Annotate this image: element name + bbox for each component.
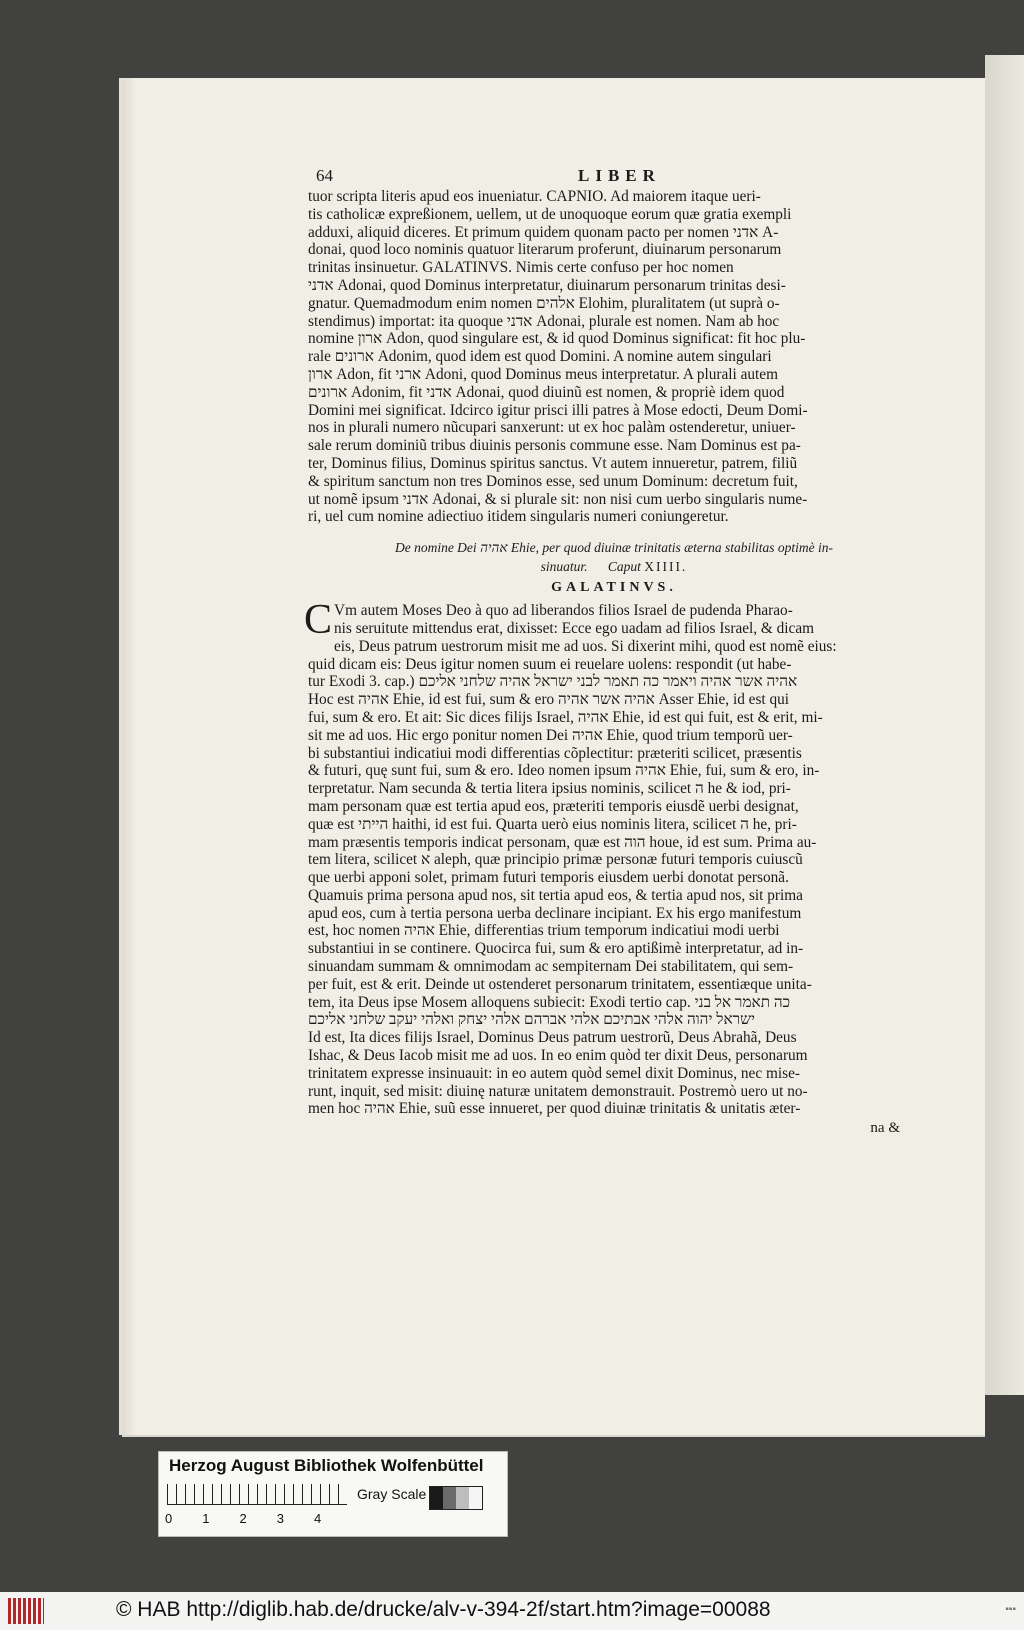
text-line: mam personam quæ est tertia apud eos, præteriti temporis eiusdẽ uerbi designat, bbox=[308, 797, 799, 815]
text-line: ut nomẽ ipsum אדני Adonai, & si plurale sit: non nisi cum uerbo singularis nume- bbox=[308, 490, 808, 508]
text-line: apud eos, cum à tertia persona uerba declinare incipiant. Ex his ergo manifestum bbox=[308, 904, 802, 922]
text-line: ארון Adon, fit ארני Adoni, quod Dominus meus interpretatur. A plurali autem bbox=[308, 365, 778, 383]
library-scale-card bbox=[158, 1451, 508, 1537]
text-line: substantiui in se continere. Quocirca fui, sum & ero aptißimè interpretatur, ad in- bbox=[308, 940, 804, 958]
ruler-number: 1 bbox=[202, 1511, 210, 1526]
text-line: sale rerum dominiũ tribus diuinis personis commune esse. Nam Dominus est pa- bbox=[308, 437, 801, 455]
text-line: nomine ארון Adon, quod singulare est, & id quod Dominus significat: fit hoc plu- bbox=[308, 330, 806, 348]
text-line: donai, quod loco nominis quatuor literarum proferunt, diuinarum personarum bbox=[308, 241, 782, 259]
running-title: LIBER bbox=[578, 166, 661, 185]
text-line: trinitatem expresse insinuauit: in eo autem quòd semel dixit Dominus, nec mise- bbox=[308, 1064, 800, 1082]
library-name: Herzog August Bibliothek Wolfenbüttel bbox=[169, 1456, 484, 1475]
ruler-number: 2 bbox=[239, 1511, 247, 1526]
text-line: Hoc est אהיה Ehie, id est fui, sum & ero אהיה אשר אהיה Asser Ehie, id est qui bbox=[308, 691, 790, 709]
footer-mark: ▪▪▪ bbox=[1005, 1604, 1016, 1615]
text-line: stendimus) importat: ita quoque אדני Adonai, plurale est nomen. Nam ab hoc bbox=[308, 312, 780, 330]
text-line: sit me ad uos. Hic ergo ponitur nomen Dei אהיה Ehie, quod trium temporũ uer- bbox=[308, 726, 793, 744]
text-line: tuor scripta literis apud eos inueniatur. CAPNIO. Ad maiorem itaque ueri- bbox=[308, 188, 761, 205]
speaker-name: GALATINVS. bbox=[551, 580, 677, 596]
text-line: runt, inquit, sed misit: diuinę naturæ unitatem demonstrauit. Postremò uero ut no- bbox=[308, 1082, 808, 1100]
ruler-number: 0 bbox=[165, 1511, 173, 1526]
chapter-heading-end: sinuatur. bbox=[540, 559, 588, 575]
caput-label: Caput bbox=[607, 559, 641, 575]
next-page-edge bbox=[985, 55, 1024, 1395]
text-line: que uerbi apponi solet, primam futuri temporis eiusdem uerbi donotat personã. bbox=[308, 869, 789, 887]
text-line: nos in plurali numero nũcupari sanxerunt: ut ex hoc palàm ostenderetur, uniuer- bbox=[308, 419, 796, 437]
text-line: & futuri, quę sunt fui, sum & ero. Ideo nomen ipsum אהיה Ehie, fui, sum & ero, in- bbox=[308, 762, 820, 780]
text-line: tur Exodi 3. cap.) אהיה אשר אהיה ויאמר כה תאמר לבני ישראל אהיה שלחני אליכם bbox=[308, 673, 798, 691]
text-line: ri, uel cum nomine adiectiuo itidem singularis numeri coniungeretur. bbox=[308, 508, 729, 526]
gray-scale-label: Gray Scale bbox=[357, 1486, 427, 1502]
gray-swatch bbox=[430, 1487, 443, 1509]
text-line: & spiritum sanctum non tres Dominos esse, sed unum Dominum: decretum fuit, bbox=[308, 472, 798, 490]
text-line: est, hoc nomen אהיה Ehie, differentias trium temporum indicatiui modi uerbi bbox=[308, 922, 780, 940]
gray-swatch bbox=[469, 1487, 482, 1509]
text-line: Domini mei significat. Idcirco igitur prisci illi patres à Mose edocti, Deum Domi- bbox=[308, 401, 808, 419]
text-line: tis catholicæ expreßionem, uellem, ut de unoquoque eorum quæ gratia exempli bbox=[308, 205, 792, 223]
page-gutter-shadow bbox=[122, 78, 136, 1435]
text-line: tem, ita Deus ipse Mosem alloquens subiecit: Exodi tertio cap. כה תאמר אל בני bbox=[308, 993, 791, 1011]
ruler-number: 4 bbox=[313, 1511, 322, 1526]
drop-capital: C bbox=[304, 597, 333, 644]
ruler-numbers bbox=[165, 1511, 365, 1526]
text-line: tem litera, scilicet א aleph, quæ principio primæ personæ futuri temporis cuiuscũ bbox=[308, 851, 803, 869]
text-line: Vm autem Moses Deo à quo ad liberandos filios Israel de pudenda Pharao- bbox=[334, 602, 793, 620]
text-line: men hoc אהיה Ehie, suũ esse innueret, per quod diuinæ trinitatis & unitatis æter- bbox=[308, 1100, 801, 1118]
text-line: per fuit, est & erit. Deinde ut ostenderet personarum trinitatem, essentiæque unita- bbox=[308, 975, 812, 993]
paragraph-1 bbox=[308, 188, 920, 526]
text-line: quid dicam eis: Deus igitur nomen suum ei reuelare uolens: respondit (ut habe- bbox=[308, 655, 792, 673]
gray-swatch bbox=[456, 1487, 469, 1509]
text-line: fui, sum & ero. Et ait: Sic dices filijs Israel, אהיה Ehie, id est qui fuit, est & erit, mi- bbox=[308, 708, 823, 726]
text-line: ישראל יהוה אלהי אבתיכם אלהי אברהם אלהי יצחק ואלהי יעקב שלחני אליכם bbox=[308, 1011, 755, 1029]
chapter-heading bbox=[308, 538, 920, 576]
catchword: na & bbox=[870, 1120, 900, 1137]
hab-logo-icon bbox=[8, 1598, 44, 1624]
running-head bbox=[308, 166, 920, 188]
ruler-number: 3 bbox=[276, 1511, 284, 1526]
text-line: eis, Deus patrum uestrorum misit me ad uos. Si dixerint mihi, quod est nomẽ eius: bbox=[334, 637, 837, 655]
text-line: trinitas insinuetur. GALATINVS. Nimis certe confuso per hoc nomen bbox=[308, 259, 734, 277]
text-line: ארונים Adonim, fit אדני Adonai, quod diuinũ est nomen, & propriè idem quod bbox=[308, 383, 785, 401]
text-line: bi substantiui indicatiui modi differentias cõplectitur: præteriti scilicet, præsentis bbox=[308, 744, 802, 762]
chapter-heading-line-2 bbox=[308, 557, 920, 576]
text-line: rale ארונים Adonim, quod idem est quod Domini. A nomine autem singulari bbox=[308, 348, 772, 366]
text-line: Quamuis prima persona apud nos, sit tertia apud eos, & tertia apud nos, sit prima bbox=[308, 886, 803, 904]
page-text-block bbox=[304, 166, 920, 1137]
text-line: terpretatur. Nam secunda & tertia litera ipsius nominis, scilicet ה he & iod, pri- bbox=[308, 780, 791, 798]
text-line: Ishac, & Deus Iacob misit me ad uos. In eo enim quòd ter dixit Deus, personarum bbox=[308, 1047, 808, 1065]
text-line: ter, Dominus filius, Dominus spiritus sanctus. Vt autem innueretur, patrem, filiũ bbox=[308, 454, 798, 472]
page-number: 64 bbox=[316, 166, 333, 185]
gray-swatch bbox=[443, 1487, 456, 1509]
chapter-heading-line-1: De nomine Dei אהיה Ehie, per quod diuinæ trinitatis æterna stabilitas optimè in- bbox=[394, 540, 834, 556]
caput-number: XIIII. bbox=[644, 559, 688, 575]
text-line: nis seruitute mittendus erat, dixisset: Ecce ego uadam ad filios Israel, & dicam bbox=[334, 619, 815, 637]
text-line: gnatur. Quemadmodum enim nomen אלהים Elohim, pluralitatem (ut suprà o- bbox=[308, 294, 780, 312]
text-line: adduxi, aliquid diceres. Et primum quidem quonam pacto per nomen אדני A- bbox=[308, 223, 779, 241]
text-line: mam præsentis temporis indicat personam, quæ est הוה houe, id est sum. Prima au- bbox=[308, 833, 817, 851]
text-line: Id est, Ita dices filijs Israel, Dominus Deus patrum uestrorũ, Deus Abrahã, Deus bbox=[308, 1029, 797, 1047]
text-line: sinuandam summam & omnimodam ac sempiternam Dei stabilitatem, qui sem- bbox=[308, 958, 794, 976]
gray-scale-swatches bbox=[429, 1486, 483, 1510]
text-line: quæ est הייתי haithi, id est fui. Quarta uerò eius nominis litera, scilicet ה he, pri- bbox=[308, 815, 797, 833]
footer-bar bbox=[0, 1592, 1024, 1630]
text-line: אדני Adonai, quod Dominus interpretatur, diuinarum personarum trinitas desi- bbox=[308, 276, 786, 294]
measurement-ruler bbox=[167, 1484, 347, 1505]
paragraph-2 bbox=[304, 597, 920, 1118]
footer-copyright-url[interactable]: © HAB http://diglib.hab.de/drucke/alv-v-394-2f/start.htm?image=00088 bbox=[116, 1598, 771, 1621]
